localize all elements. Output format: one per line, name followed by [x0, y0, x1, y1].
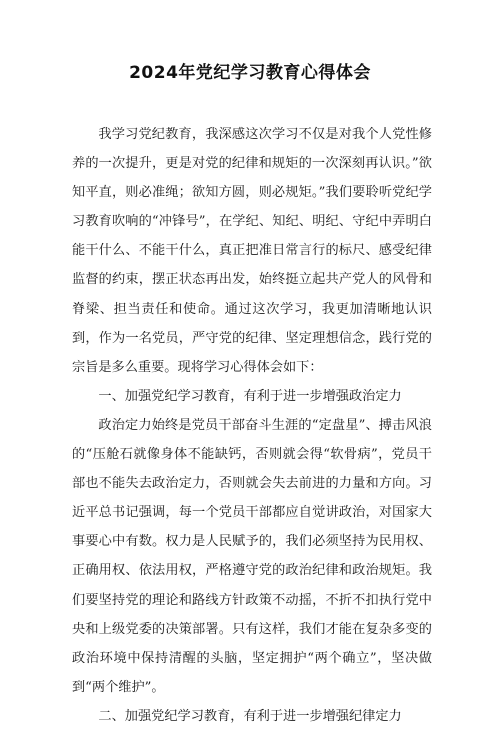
- section-heading-1: 一、加强党纪学习教育，有利于进一步增强政治定力: [98, 388, 402, 404]
- section-1-paragraph: 政治定力始终是党员干部奋斗生涯的“定盘星”、搏击风浪的“压舱石就像身体不能缺钙，否则就会得“软骨病”，党员干部也不能失去政治定力，否则就会失去前进的力量和方向。习近平总书记强调，每一个党员干部都应自觉讲政治，对国家大事要心中有数。权力是人民赋予的，我们必须坚持为民用权、正确用权、依法用权，严格遵守党的政治纪律和政治规矩。我们要坚持党的理论和路线方针政策不动摇，不折不扣执行党中央和上级党委的决策部署。只有这样，我们才能在复杂多变的政治环境中保持清醒的头脑，坚定拥护“两个确立”，坚决做到“两个维护”。: [72, 417, 432, 695]
- document-title: 2024年党纪学习教育心得体会: [129, 63, 371, 83]
- document-body: [72, 120, 432, 731]
- intro-paragraph: 我学习党纪教育，我深感这次学习不仅是对我个人党性修养的一次提升，更是对党的纪律和规矩的一次深刻再认识。”欲知平直，则必准绳；欲知方圆，则必规矩。”我们要聆听党纪学习教育吹响的“冲锋号”，在学纪、知纪、明纪、守纪中弄明白能干什么、不能干什么，真正把准日常言行的标尺、感受纪律监督的约束，摆正状态再出发，始终挺立起共产党人的风骨和脊梁、担当责任和使命。通过这次学习，我更加清晰地认识到，作为一名党员，严守党的纪律、坚定理想信念，践行党的宗旨是多么重要。现将学习心得体会如下：: [72, 127, 432, 375]
- section-heading-2: 二、加强党纪学习教育，有利于进一步增强纪律定力: [98, 708, 402, 724]
